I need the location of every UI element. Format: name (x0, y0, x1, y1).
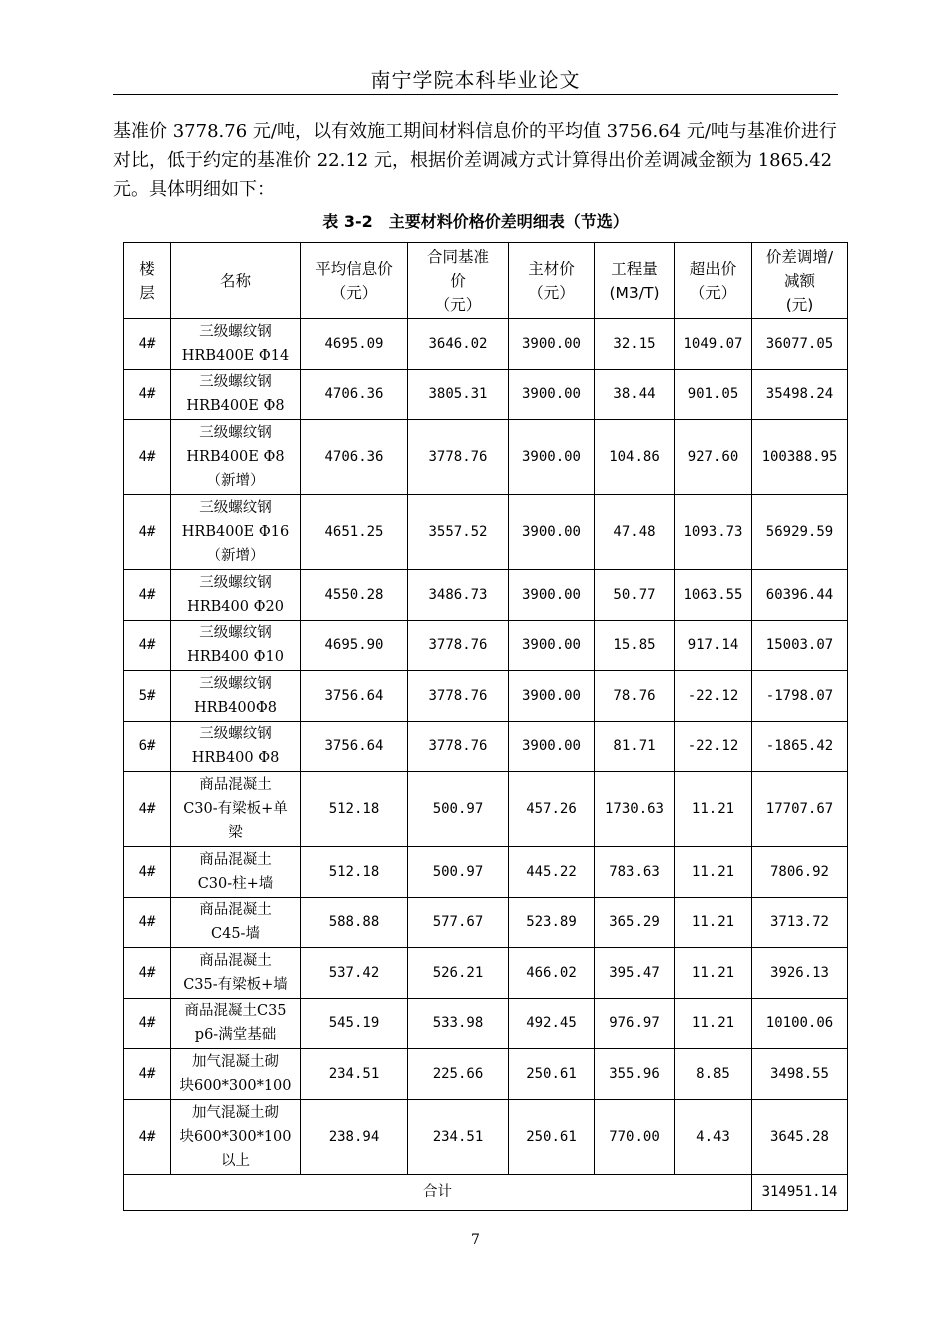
column-header-line: （元） (528, 283, 575, 302)
base-cell: 3557.52 (408, 495, 509, 570)
material-name-cell (171, 495, 301, 570)
base-cell: 3778.76 (408, 721, 509, 772)
material-name-line: 商品混凝土C35 (184, 1003, 287, 1020)
material-name-line: 商品混凝土 (199, 902, 272, 919)
over-cell: 917.14 (675, 620, 752, 671)
column-header-line: 价 (450, 271, 466, 290)
main-cell: 3900.00 (509, 620, 595, 671)
diff-cell: 7806.92 (752, 847, 848, 898)
table-row (124, 369, 848, 420)
table-row (124, 772, 848, 847)
material-name-line: 加气混凝土砌 (192, 1053, 279, 1070)
main-cell: 3900.00 (509, 671, 595, 722)
header-rule (113, 94, 838, 95)
diff-cell: 3645.28 (752, 1099, 848, 1174)
material-name-line: HRB400E Φ8 (186, 449, 285, 465)
column-header-line: (M3/T) (609, 283, 660, 302)
material-name-line: 块600*300*100 (179, 1128, 292, 1145)
diff-cell: 35498.24 (752, 369, 848, 420)
avg-cell: 512.18 (301, 847, 408, 898)
material-name-line: p6-满堂基础 (194, 1027, 277, 1044)
over-cell: 8.85 (675, 1049, 752, 1100)
base-cell: 3778.76 (408, 620, 509, 671)
material-name-line: 商品混凝土 (199, 952, 272, 969)
over-cell: 11.21 (675, 897, 752, 948)
floor-cell: 4# (124, 998, 171, 1049)
table-header-row (124, 243, 848, 319)
avg-cell: 4706.36 (301, 420, 408, 495)
column-header-line: 价差调增/ (765, 247, 834, 266)
table-caption: 表 3-2 主要材料价格价差明细表（节选） (322, 212, 629, 231)
column-header (752, 243, 848, 319)
floor-cell: 4# (124, 1099, 171, 1174)
table-row (124, 495, 848, 570)
material-name-cell (171, 897, 301, 948)
floor-cell: 4# (124, 847, 171, 898)
column-header-line: （元） (689, 283, 737, 302)
avg-cell: 512.18 (301, 772, 408, 847)
main-cell: 492.45 (509, 998, 595, 1049)
diff-cell: 60396.44 (752, 570, 848, 621)
main-cell: 3900.00 (509, 369, 595, 420)
base-cell: 3805.31 (408, 369, 509, 420)
material-name-line: HRB400 Φ10 (187, 649, 284, 666)
qty-cell: 770.00 (595, 1099, 675, 1174)
over-cell: 1093.73 (675, 495, 752, 570)
floor-cell: 4# (124, 1049, 171, 1100)
diff-cell: 3498.55 (752, 1049, 848, 1100)
floor-cell: 4# (124, 772, 171, 847)
diff-cell: 15003.07 (752, 620, 848, 671)
main-cell: 457.26 (509, 772, 595, 847)
page-number: 7 (471, 1232, 480, 1248)
base-cell: 500.97 (408, 847, 509, 898)
base-cell: 533.98 (408, 998, 509, 1049)
material-name-cell (171, 948, 301, 999)
table-row (124, 1099, 848, 1174)
material-name-line: 以上 (221, 1152, 250, 1169)
material-name-line: 三级螺纹钢 (199, 500, 272, 516)
column-header-line: （元） (330, 283, 378, 302)
material-name-cell (171, 369, 301, 420)
table-row (124, 948, 848, 999)
qty-cell: 47.48 (595, 495, 675, 570)
qty-cell: 355.96 (595, 1049, 675, 1100)
material-name-line: 商品混凝土 (199, 851, 272, 868)
floor-cell: 6# (124, 721, 171, 772)
diff-cell: 100388.95 (752, 420, 848, 495)
avg-cell: 3756.64 (301, 721, 408, 772)
material-name-line: 三级螺纹钢 (199, 323, 272, 340)
table-row (124, 671, 848, 722)
main-cell: 250.61 (509, 1099, 595, 1174)
base-cell: 526.21 (408, 948, 509, 999)
material-name-line: 三级螺纹钢 (199, 374, 272, 391)
floor-cell: 4# (124, 620, 171, 671)
material-name-line: HRB400E Φ16 (181, 524, 290, 540)
column-header-line: 工程量 (611, 259, 658, 278)
column-header (408, 243, 509, 319)
material-name-line: C30-柱+墙 (197, 875, 274, 892)
material-name-line: （新增） (206, 473, 265, 489)
table-row (124, 620, 848, 671)
floor-cell: 5# (124, 671, 171, 722)
total-row (124, 1174, 848, 1210)
diff-cell: 3713.72 (752, 897, 848, 948)
material-name-line: C45-墙 (211, 926, 260, 943)
qty-cell: 32.15 (595, 319, 675, 370)
diff-cell: 56929.59 (752, 495, 848, 570)
avg-cell: 4695.90 (301, 620, 408, 671)
diff-cell: 10100.06 (752, 998, 848, 1049)
avg-cell: 545.19 (301, 998, 408, 1049)
diff-cell: 3926.13 (752, 948, 848, 999)
paragraph-line: 对比，低于约定的基准价 22.12 元，根据价差调减方式计算得出价差调减金额为 1865.42 (113, 150, 833, 171)
material-name-line: 三级螺纹钢 (199, 574, 272, 591)
material-name-line: 三级螺纹钢 (199, 675, 272, 692)
base-cell: 225.66 (408, 1049, 509, 1100)
material-name-cell (171, 319, 301, 370)
material-name-cell (171, 620, 301, 671)
avg-cell: 3756.64 (301, 671, 408, 722)
material-name-line: HRB400E Φ14 (181, 347, 290, 364)
material-name-cell (171, 721, 301, 772)
material-name-line: 三级螺纹钢 (199, 625, 272, 642)
table-row (124, 319, 848, 370)
qty-cell: 365.29 (595, 897, 675, 948)
main-cell: 445.22 (509, 847, 595, 898)
avg-cell: 588.88 (301, 897, 408, 948)
avg-cell: 4695.09 (301, 319, 408, 370)
over-cell: 11.21 (675, 772, 752, 847)
main-cell: 3900.00 (509, 420, 595, 495)
column-header (171, 243, 301, 319)
material-name-cell (171, 671, 301, 722)
qty-cell: 783.63 (595, 847, 675, 898)
column-header-line: 超出价 (689, 259, 737, 278)
main-cell: 3900.00 (509, 319, 595, 370)
material-name-cell (171, 847, 301, 898)
over-cell: 901.05 (675, 369, 752, 420)
main-cell: 3900.00 (509, 721, 595, 772)
main-cell: 3900.00 (509, 495, 595, 570)
diff-cell: 36077.05 (752, 319, 848, 370)
avg-cell: 4651.25 (301, 495, 408, 570)
main-cell: 250.61 (509, 1049, 595, 1100)
qty-cell: 1730.63 (595, 772, 675, 847)
column-header-line: 名称 (219, 271, 251, 290)
over-cell: 11.21 (675, 998, 752, 1049)
total-value: 314951.14 (752, 1174, 848, 1210)
material-name-line: HRB400 Φ8 (191, 750, 280, 767)
column-header (595, 243, 675, 319)
over-cell: 11.21 (675, 948, 752, 999)
qty-cell: 78.76 (595, 671, 675, 722)
material-name-cell (171, 1099, 301, 1174)
main-cell: 3900.00 (509, 570, 595, 621)
column-header-line: （元） (434, 295, 482, 314)
diff-cell: -1798.07 (752, 671, 848, 722)
column-header-line: 合同基准 (426, 247, 489, 266)
base-cell: 234.51 (408, 1099, 509, 1174)
material-name-cell (171, 1049, 301, 1100)
material-name-line: 三级螺纹钢 (199, 425, 272, 441)
column-header (124, 243, 171, 319)
column-header-line: (元) (785, 295, 814, 314)
qty-cell: 81.71 (595, 721, 675, 772)
diff-cell: 17707.67 (752, 772, 848, 847)
column-header-line: 楼 (139, 259, 155, 278)
base-cell: 500.97 (408, 772, 509, 847)
floor-cell: 4# (124, 495, 171, 570)
over-cell: 1049.07 (675, 319, 752, 370)
column-header-line: 减额 (783, 271, 815, 290)
over-cell: 1063.55 (675, 570, 752, 621)
table-row (124, 847, 848, 898)
qty-cell: 50.77 (595, 570, 675, 621)
column-header (509, 243, 595, 319)
over-cell: 4.43 (675, 1099, 752, 1174)
body-paragraph (113, 117, 843, 204)
table-body (124, 319, 848, 1211)
material-name-line: C30-有梁板+单 (183, 801, 288, 817)
table-row (124, 570, 848, 621)
over-cell: 11.21 (675, 847, 752, 898)
over-cell: -22.12 (675, 671, 752, 722)
qty-cell: 104.86 (595, 420, 675, 495)
column-header-line: 平均信息价 (315, 259, 393, 278)
material-name-line: 块600*300*100 (179, 1077, 292, 1094)
avg-cell: 234.51 (301, 1049, 408, 1100)
table-row (124, 998, 848, 1049)
material-name-cell (171, 998, 301, 1049)
material-name-line: 商品混凝土 (199, 777, 272, 793)
page-header: 南宁学院本科毕业论文 (370, 68, 581, 92)
column-header-line: 主材价 (528, 259, 575, 278)
base-cell: 3778.76 (408, 420, 509, 495)
over-cell: 927.60 (675, 420, 752, 495)
floor-cell: 4# (124, 897, 171, 948)
column-header (675, 243, 752, 319)
material-name-line: 三级螺纹钢 (199, 726, 272, 743)
material-name-cell (171, 772, 301, 847)
paragraph-line: 基准价 3778.76 元/吨，以有效施工期间材料信息价的平均值 3756.64 元/吨与基准价进行 (113, 121, 837, 142)
diff-cell: -1865.42 (752, 721, 848, 772)
table-row (124, 721, 848, 772)
floor-cell: 4# (124, 948, 171, 999)
column-header-line: 层 (139, 283, 155, 302)
material-name-line: 梁 (228, 825, 243, 841)
column-header (301, 243, 408, 319)
material-name-cell (171, 420, 301, 495)
table-row (124, 897, 848, 948)
floor-cell: 4# (124, 420, 171, 495)
material-name-line: 加气混凝土砌 (192, 1104, 279, 1121)
floor-cell: 4# (124, 319, 171, 370)
floor-cell: 4# (124, 570, 171, 621)
total-label: 合计 (124, 1174, 752, 1210)
material-name-line: C35-有梁板+墙 (183, 976, 288, 993)
paragraph-line: 元。具体明细如下： (113, 179, 275, 200)
qty-cell: 976.97 (595, 998, 675, 1049)
material-name-cell (171, 570, 301, 621)
avg-cell: 4706.36 (301, 369, 408, 420)
material-name-line: HRB400E Φ8 (186, 398, 285, 415)
base-cell: 3486.73 (408, 570, 509, 621)
price-diff-table (123, 242, 848, 1211)
over-cell: -22.12 (675, 721, 752, 772)
qty-cell: 15.85 (595, 620, 675, 671)
table-row (124, 1049, 848, 1100)
avg-cell: 4550.28 (301, 570, 408, 621)
material-name-line: HRB400Φ8 (193, 699, 277, 716)
floor-cell: 4# (124, 369, 171, 420)
material-name-line: HRB400 Φ20 (187, 598, 284, 615)
avg-cell: 537.42 (301, 948, 408, 999)
base-cell: 3646.02 (408, 319, 509, 370)
base-cell: 3778.76 (408, 671, 509, 722)
qty-cell: 38.44 (595, 369, 675, 420)
base-cell: 577.67 (408, 897, 509, 948)
avg-cell: 238.94 (301, 1099, 408, 1174)
qty-cell: 395.47 (595, 948, 675, 999)
table-row (124, 420, 848, 495)
material-name-line: （新增） (206, 548, 265, 564)
main-cell: 466.02 (509, 948, 595, 999)
main-cell: 523.89 (509, 897, 595, 948)
